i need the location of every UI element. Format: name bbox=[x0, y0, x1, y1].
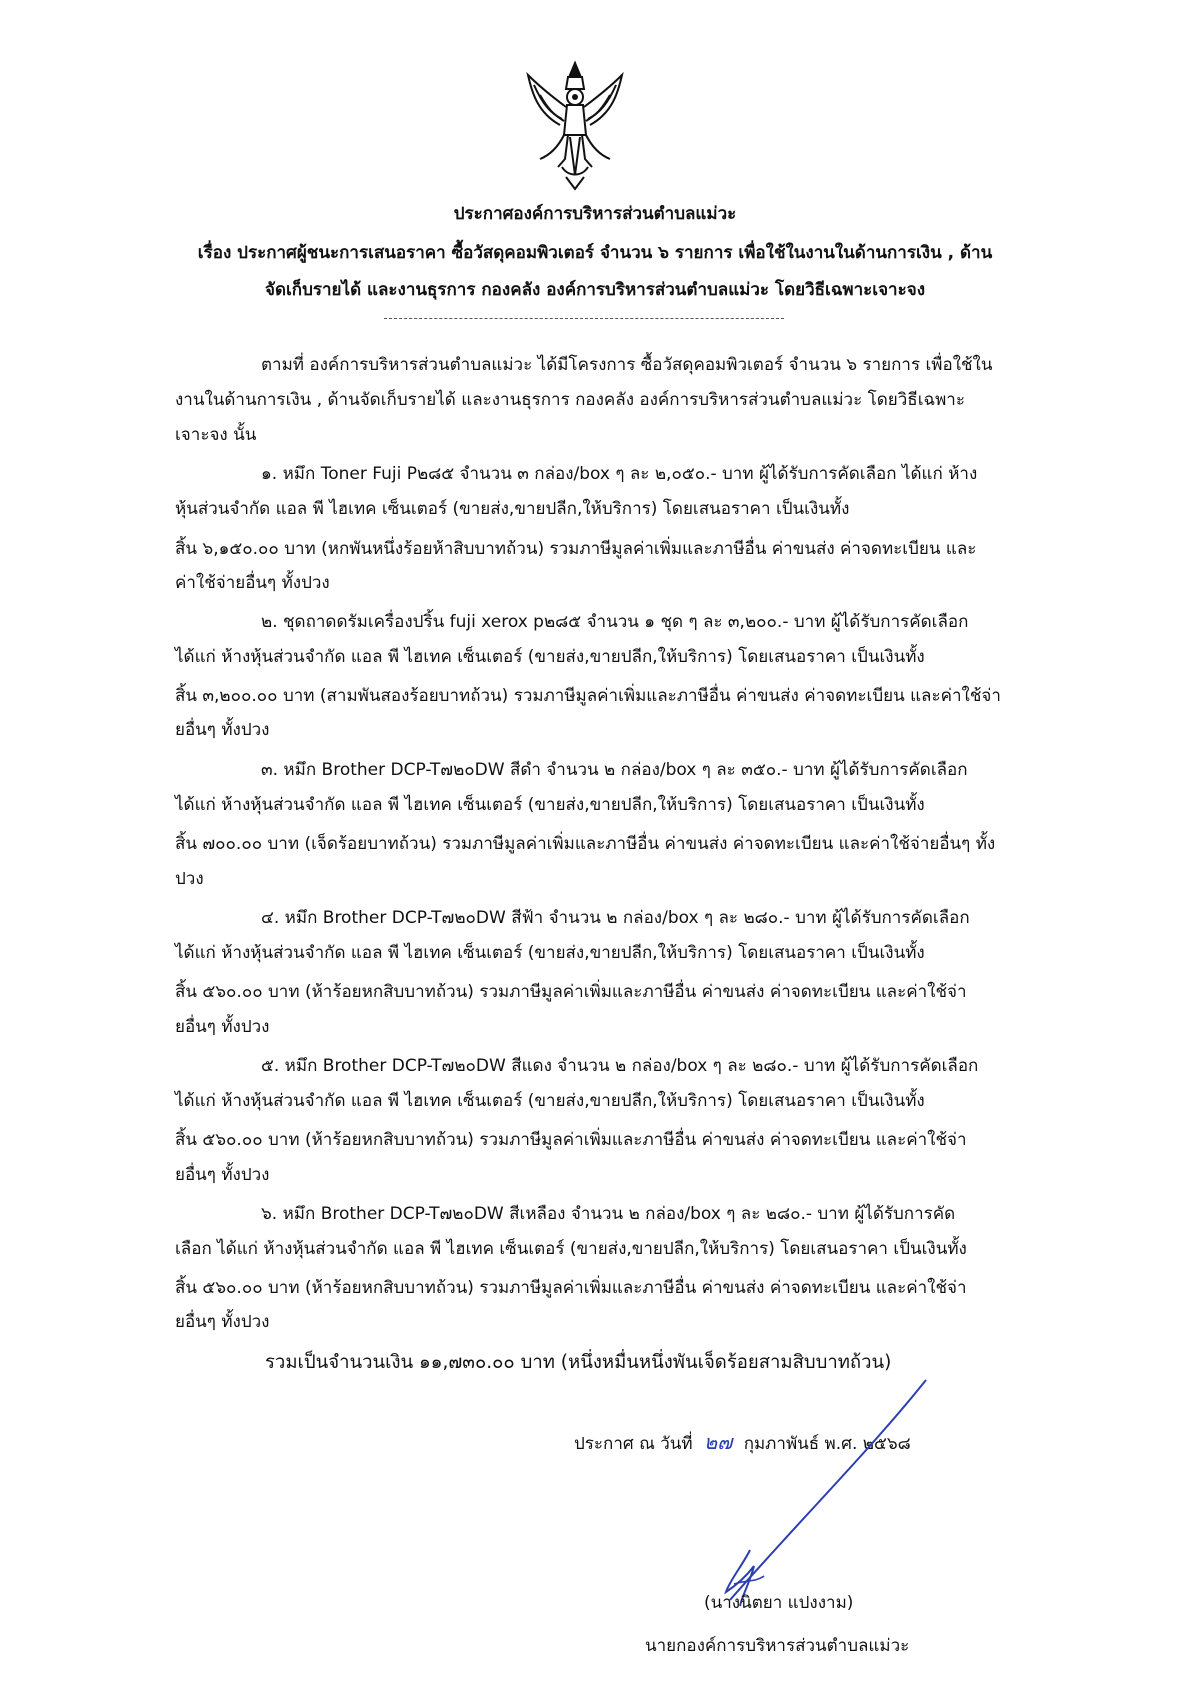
item-3-line: ๓. หมึก Brother DCP-T๗๒๐DW สีดำ จำนวน ๒ กล่อง/box ๆ ละ ๓๕๐.- บาท ผู้ได้รับการคัดเลือก bbox=[261, 760, 968, 780]
subject-line-2: จัดเก็บรายได้ และงานธุรการ กองคลัง องค์การบริหารส่วนตำบลแม่วะ โดยวิธีเฉพาะเจาะจง bbox=[264, 280, 925, 300]
date-month-year: กุมภาพันธ์ พ.ศ. ๒๕๖๘ bbox=[743, 1434, 911, 1454]
total-amount: รวมเป็นจำนวนเงิน ๑๑,๗๓๐.๐๐ บาท (หนึ่งหมื่นหนึ่งพันเจ็ดร้อยสามสิบบาทถ้วน) bbox=[265, 1352, 892, 1373]
item-4-line: ได้แก่ ห้างหุ้นส่วนจำกัด แอล พี ไฮเทค เซ็นเตอร์ (ขายส่ง,ขายปลีก,ให้บริการ) โดยเสนอราคา เป็นเงินทั้ง bbox=[175, 943, 925, 963]
item-6-line: เลือก ได้แก่ ห้างหุ้นส่วนจำกัด แอล พี ไฮเทค เซ็นเตอร์ (ขายส่ง,ขายปลีก,ให้บริการ) โดยเสนอราคา เป็นเงินทั้ง bbox=[175, 1239, 967, 1259]
item-1-line: สิ้น ๖,๑๕๐.๐๐ บาท (หกพันหนึ่งร้อยห้าสิบบาทถ้วน) รวมภาษีมูลค่าเพิ่มและภาษีอื่น ค่าขนส่ง ค่าจดทะเบียน และ bbox=[175, 539, 977, 559]
item-6-line: ๖. หมึก Brother DCP-T๗๒๐DW สีเหลือง จำนวน ๒ กล่อง/box ๆ ละ ๒๘๐.- บาท ผู้ได้รับการคัด bbox=[261, 1204, 956, 1224]
divider-rule bbox=[384, 318, 784, 319]
announcement-heading: ประกาศองค์การบริหารส่วนตำบลแม่วะ bbox=[453, 204, 737, 224]
subject-line-1: เรื่อง ประกาศผู้ชนะการเสนอราคา ซื้อวัสดุคอมพิวเตอร์ จำนวน ๖ รายการ เพื่อใช้ในงานในด้านการเงิน , ด้าน bbox=[197, 243, 993, 263]
item-4-line: ยอื่นๆ ทั้งปวง bbox=[175, 1017, 270, 1037]
item-1-line: หุ้นส่วนจำกัด แอล พี ไฮเทค เซ็นเตอร์ (ขายส่ง,ขายปลีก,ให้บริการ) โดยเสนอราคา เป็นเงินทั้ง bbox=[175, 499, 850, 519]
item-2-line: ๒. ชุดถาดดรัมเครื่องปริ้น fuji xerox p๒๘๕ จำนวน ๑ ชุด ๆ ละ ๓,๒๐๐.- บาท ผู้ได้รับการคัดเลือก bbox=[261, 612, 969, 632]
garuda-emblem-icon bbox=[520, 55, 630, 195]
item-5-line: ๕. หมึก Brother DCP-T๗๒๐DW สีแดง จำนวน ๒ กล่อง/box ๆ ละ ๒๘๐.- บาท ผู้ได้รับการคัดเลือก bbox=[261, 1056, 979, 1076]
item-3-line: สิ้น ๗๐๐.๐๐ บาท (เจ็ดร้อยบาทถ้วน) รวมภาษีมูลค่าเพิ่มและภาษีอื่น ค่าขนส่ง ค่าจดทะเบียน และค่าใช้จ่ายอื่นๆ ทั้ง bbox=[175, 834, 996, 854]
item-3-line: ได้แก่ ห้างหุ้นส่วนจำกัด แอล พี ไฮเทค เซ็นเตอร์ (ขายส่ง,ขายปลีก,ให้บริการ) โดยเสนอราคา เป็นเงินทั้ง bbox=[175, 795, 925, 815]
item-4-line: สิ้น ๕๖๐.๐๐ บาท (ห้าร้อยหกสิบบาทถ้วน) รวมภาษีมูลค่าเพิ่มและภาษีอื่น ค่าขนส่ง ค่าจดทะเบียน และค่าใช้จ่า bbox=[175, 982, 967, 1002]
item-2-line: ยอื่นๆ ทั้งปวง bbox=[175, 720, 270, 740]
date-prefix: ประกาศ ณ วันที่ bbox=[574, 1434, 693, 1454]
item-6-line: สิ้น ๕๖๐.๐๐ บาท (ห้าร้อยหกสิบบาทถ้วน) รวมภาษีมูลค่าเพิ่มและภาษีอื่น ค่าขนส่ง ค่าจดทะเบียน และค่าใช้จ่า bbox=[175, 1278, 967, 1298]
item-1-line: ๑. หมึก Toner Fuji P๒๘๕ จำนวน ๓ กล่อง/box ๆ ละ ๒,๐๕๐.- บาท ผู้ได้รับการคัดเลือก ได้แก่ ห้าง bbox=[261, 464, 978, 484]
item-5-line: สิ้น ๕๖๐.๐๐ บาท (ห้าร้อยหกสิบบาทถ้วน) รวมภาษีมูลค่าเพิ่มและภาษีอื่น ค่าขนส่ง ค่าจดทะเบียน และค่าใช้จ่า bbox=[175, 1130, 967, 1150]
item-3-line: ปวง bbox=[175, 869, 204, 889]
item-2-line: ได้แก่ ห้างหุ้นส่วนจำกัด แอล พี ไฮเทค เซ็นเตอร์ (ขายส่ง,ขายปลีก,ให้บริการ) โดยเสนอราคา เป็นเงินทั้ง bbox=[175, 647, 925, 667]
item-6-line: ยอื่นๆ ทั้งปวง bbox=[175, 1312, 270, 1332]
item-5-line: ได้แก่ ห้างหุ้นส่วนจำกัด แอล พี ไฮเทค เซ็นเตอร์ (ขายส่ง,ขายปลีก,ให้บริการ) โดยเสนอราคา เป็นเงินทั้ง bbox=[175, 1091, 925, 1111]
date-day: ๒๗ bbox=[704, 1430, 733, 1454]
signatory-title: นายกองค์การบริหารส่วนตำบลแม่วะ bbox=[645, 1636, 910, 1656]
item-1-line: ค่าใช้จ่ายอื่นๆ ทั้งปวง bbox=[175, 573, 330, 593]
signature-stroke-icon bbox=[690, 1370, 950, 1610]
item-5-line: ยอื่นๆ ทั้งปวง bbox=[175, 1165, 270, 1185]
intro-line: ตามที่ องค์การบริหารส่วนตำบลแม่วะ ได้มีโครงการ ซื้อวัสดุคอมพิวเตอร์ จำนวน ๖ รายการ เพื่อใช้ใน bbox=[261, 355, 993, 375]
signatory-name: (นางนิตยา แปงงาม) bbox=[704, 1593, 854, 1613]
item-2-line: สิ้น ๓,๒๐๐.๐๐ บาท (สามพันสองร้อยบาทถ้วน) รวมภาษีมูลค่าเพิ่มและภาษีอื่น ค่าขนส่ง ค่าจดทะเบียน และค่าใช้จ่า bbox=[175, 686, 1001, 706]
item-4-line: ๔. หมึก Brother DCP-T๗๒๐DW สีฟ้า จำนวน ๒ กล่อง/box ๆ ละ ๒๘๐.- บาท ผู้ได้รับการคัดเลือก bbox=[261, 908, 970, 928]
intro-line: งานในด้านการเงิน , ด้านจัดเก็บรายได้ และงานธุรการ กองคลัง องค์การบริหารส่วนตำบลแม่วะ โดยวิธีเฉพาะ bbox=[175, 390, 965, 410]
intro-line: เจาะจง นั้น bbox=[175, 425, 257, 445]
